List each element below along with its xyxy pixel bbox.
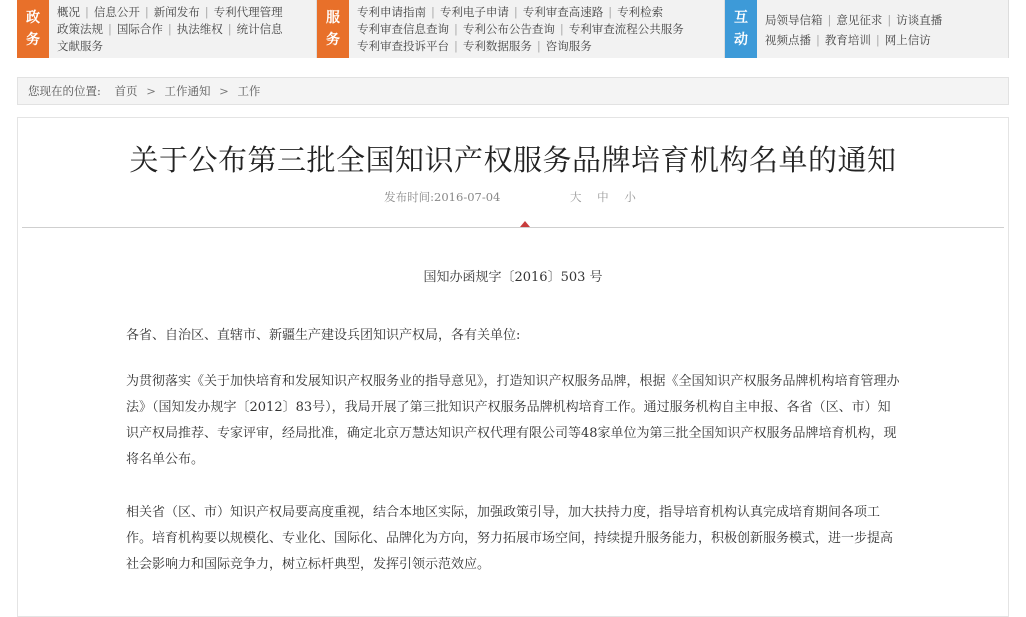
nav-link[interactable]: 专利数据服务 xyxy=(462,39,532,53)
breadcrumb xyxy=(17,77,1009,105)
nav-tag-char: 互 xyxy=(734,10,748,26)
nav-link[interactable]: 专利检索 xyxy=(617,5,664,19)
breadcrumb-work-link[interactable]: 工作 xyxy=(237,84,261,98)
nav-block-government xyxy=(17,0,317,58)
breadcrumb-notices-link[interactable]: 工作通知 xyxy=(164,84,211,98)
nav-separator: | xyxy=(875,33,880,47)
document-number: 国知办函规字〔2016〕503 号 xyxy=(423,270,603,285)
nav-row xyxy=(357,21,724,38)
font-size-small-button[interactable]: 小 xyxy=(624,190,636,204)
breadcrumb-separator: > xyxy=(146,84,156,98)
nav-tag-char: 动 xyxy=(734,32,748,48)
nav-row xyxy=(57,21,316,38)
nav-block-interact xyxy=(725,0,1009,58)
divider-caret-icon xyxy=(520,221,530,227)
nav-link[interactable]: 统计信息 xyxy=(236,22,283,36)
nav-links xyxy=(757,0,1009,58)
nav-link[interactable]: 国际合作 xyxy=(116,22,163,36)
nav-link[interactable]: 网上信访 xyxy=(884,33,931,47)
nav-link[interactable]: 教育培训 xyxy=(824,33,871,47)
nav-separator: | xyxy=(227,22,232,36)
nav-tag-service xyxy=(317,0,349,58)
breadcrumb-prefix: 您现在的位置: xyxy=(28,84,101,98)
nav-separator: | xyxy=(204,5,209,19)
nav-row xyxy=(765,10,1008,30)
nav-tag-interact xyxy=(725,0,757,58)
nav-separator: | xyxy=(816,33,820,47)
nav-tag-char: 务 xyxy=(26,32,40,48)
nav-link[interactable]: 专利审查投诉平台 xyxy=(357,39,449,53)
font-size-large-button[interactable]: 大 xyxy=(570,190,582,204)
article-meta xyxy=(18,189,1008,205)
breadcrumb-home-link[interactable]: 首页 xyxy=(114,84,138,98)
nav-link[interactable]: 新闻发布 xyxy=(153,5,200,19)
nav-tag-char: 务 xyxy=(326,32,340,48)
font-size-switcher xyxy=(564,190,642,204)
nav-separator: | xyxy=(167,22,172,36)
nav-tag-char: 服 xyxy=(326,10,340,26)
nav-link[interactable]: 访谈直播 xyxy=(896,13,943,27)
nav-link[interactable]: 专利电子申请 xyxy=(439,5,509,19)
nav-separator: | xyxy=(108,22,112,36)
nav-tag-char: 政 xyxy=(26,10,40,26)
nav-separator: | xyxy=(431,5,435,19)
nav-row xyxy=(57,4,316,21)
nav-link[interactable]: 信息公开 xyxy=(93,5,140,19)
nav-separator: | xyxy=(454,39,458,53)
article-paragraph: 相关省（区、市）知识产权局要高度重视，结合本地区实际，加强政策引导，加大扶持力度，指导培育机构认真完成培育期间各项工作。培育机构要以规模化、专业化、国际化、品牌化为方向，努力拓展市场空间，持续提升服务能力，积极创新服务模式，进一步提高社会影响力和国际竞争力，树立标杆典型，发挥引领示范效应。 xyxy=(126,505,894,572)
nav-link[interactable]: 意见征求 xyxy=(836,13,883,27)
nav-separator: | xyxy=(608,5,613,19)
nav-separator: | xyxy=(559,22,564,36)
nav-separator: | xyxy=(827,13,832,27)
nav-link[interactable]: 专利申请指南 xyxy=(357,5,426,19)
nav-block-service xyxy=(317,0,725,58)
nav-link[interactable]: 专利公布公告查询 xyxy=(462,22,555,36)
nav-link[interactable]: 专利代理管理 xyxy=(213,5,283,19)
nav-link[interactable]: 局领导信箱 xyxy=(765,13,823,27)
article-paragraph: 各省、自治区、直辖市、新疆生产建设兵团知识产权局，各有关单位: xyxy=(126,328,521,343)
nav-separator: | xyxy=(887,13,892,27)
nav-tag-government xyxy=(17,0,49,58)
nav-row xyxy=(357,4,724,21)
article-panel xyxy=(17,117,1009,617)
nav-row xyxy=(357,38,724,55)
publish-date: 发布时间:2016-07-04 xyxy=(384,190,501,204)
nav-links xyxy=(49,0,317,58)
breadcrumb-separator: > xyxy=(219,84,229,98)
top-navigation xyxy=(17,0,1009,58)
nav-link[interactable]: 专利审查流程公共服务 xyxy=(568,22,684,36)
nav-row xyxy=(57,38,316,55)
nav-link[interactable]: 概况 xyxy=(57,5,80,19)
nav-link[interactable]: 专利审查信息查询 xyxy=(357,22,449,36)
nav-separator: | xyxy=(144,5,149,19)
nav-separator: | xyxy=(85,5,89,19)
nav-link[interactable]: 专利审查高速路 xyxy=(522,5,604,19)
nav-links xyxy=(349,0,725,58)
title-divider xyxy=(22,227,1004,228)
article-title: 关于公布第三批全国知识产权服务品牌培育机构名单的通知 xyxy=(129,143,897,177)
font-size-medium-button[interactable]: 中 xyxy=(597,190,609,204)
nav-row xyxy=(765,30,1008,50)
nav-link[interactable]: 咨询服务 xyxy=(545,39,592,53)
nav-link[interactable]: 视频点播 xyxy=(765,33,811,47)
nav-link[interactable]: 执法维权 xyxy=(176,22,223,36)
nav-separator: | xyxy=(513,5,518,19)
nav-separator: | xyxy=(454,22,458,36)
article-paragraph: 为贯彻落实《关于加快培育和发展知识产权服务业的指导意见》，打造知识产权服务品牌，根据《全国知识产权服务品牌机构培育管理办法》（国知发办规字〔2012〕83号），我局开展了第三批知识产权服务品牌机构培育工作。通过服务机构自主申报、各省（区、市）知识产权局推荐、专家评审，经局批准，确定北京万慧达知识产权代理有限公司等48家单位为第三批全国知识产权服务品牌培育机构，现将名单公布。 xyxy=(126,374,900,467)
nav-link[interactable]: 政策法规 xyxy=(57,22,103,36)
nav-link[interactable]: 文献服务 xyxy=(57,39,103,53)
nav-separator: | xyxy=(536,39,541,53)
